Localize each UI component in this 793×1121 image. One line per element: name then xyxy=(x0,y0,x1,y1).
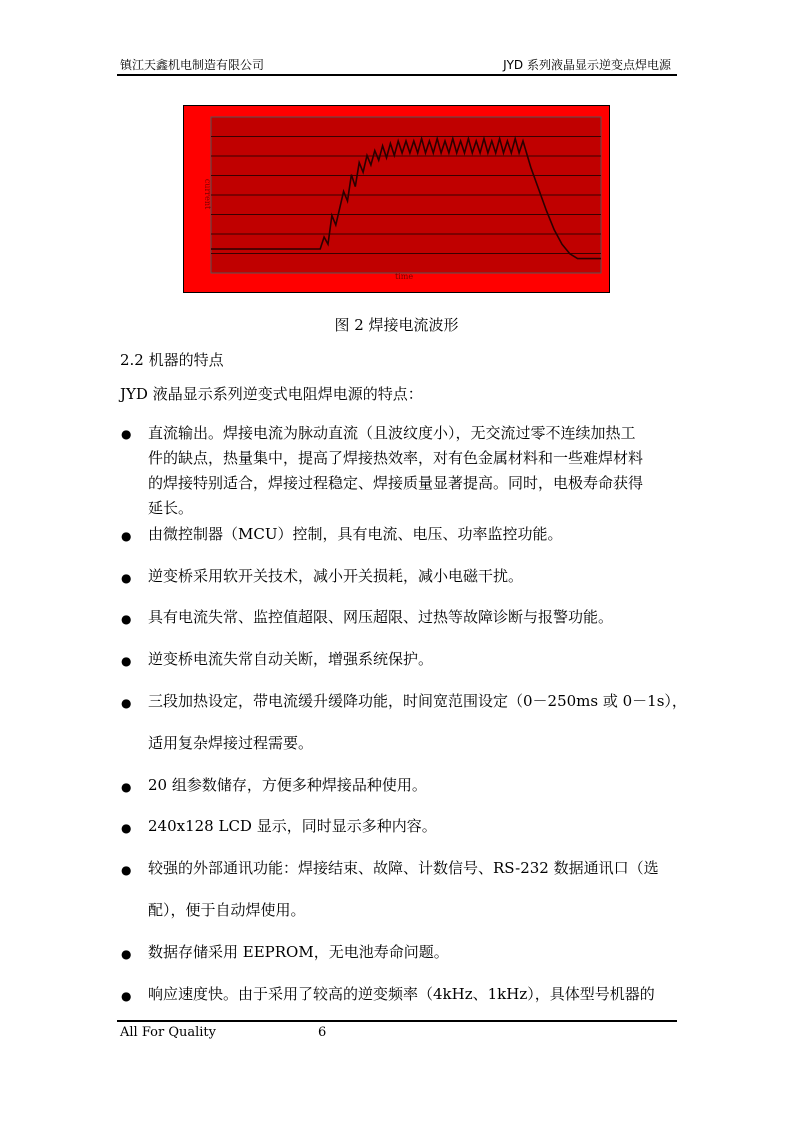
feature-item-7: 20 组参数储存，方便多种焊接品种使用。 xyxy=(148,776,427,794)
bullet-icon: ● xyxy=(121,571,132,585)
x-axis-label: time xyxy=(394,272,414,281)
feature-item-5: 逆变桥电流失常自动关断，增强系统保护。 xyxy=(148,650,434,668)
feature-item-3: 逆变桥采用软开关技术，减小开关损耗，减小电磁干扰。 xyxy=(148,567,524,585)
feature-item-6-continuation: 适用复杂焊接过程需要。 xyxy=(148,734,314,752)
feature-item-1: 直流输出。焊接电流为脉动直流（且波纹度小），无交流过零不连续加热工 件的缺点，热量集中，提高了焊接热效率，对有色金属材料和一些难焊材料 的焊接特别适合，焊接过程稳定、焊接质量显著提高。同时，电极寿命获得 延长。 xyxy=(148,424,644,517)
bullet-icon: ● xyxy=(121,863,132,877)
figure-caption: 图 2 焊接电流波形 xyxy=(334,316,459,334)
section-heading: 2.2 机器的特点 xyxy=(120,351,224,369)
feature-item-4: 具有电流失常、监控值超限、网压超限、过热等故障诊断与报警功能。 xyxy=(148,608,614,626)
feature-item-11: 响应速度快。由于采用了较高的逆变频率（4kHz、1kHz），具体型号机器的 xyxy=(148,985,655,1003)
bullet-icon: ● xyxy=(121,427,132,441)
bullet-icon: ● xyxy=(121,947,132,961)
feature-item-8: 240x128 LCD 显示，同时显示多种内容。 xyxy=(148,817,437,835)
feature-item-2: 由微控制器（MCU）控制，具有电流、电压、功率监控功能。 xyxy=(148,525,563,543)
bullet-icon: ● xyxy=(121,989,132,1003)
page-number: 6 xyxy=(318,1025,327,1040)
section-intro: JYD 液晶显示系列逆变式电阻焊电源的特点： xyxy=(120,385,423,403)
bullet-icon: ● xyxy=(121,821,132,835)
bullet-icon: ● xyxy=(121,612,132,626)
bullet-icon: ● xyxy=(121,529,132,543)
footer-rule xyxy=(117,1020,677,1022)
feature-item-9: 较强的外部通讯功能：焊接结束、故障、计数信号、RS-232 数据通讯口（选 xyxy=(148,859,659,877)
bullet-icon: ● xyxy=(121,654,132,668)
footer-slogan: All For Quality xyxy=(120,1025,216,1040)
header-product: JYD 系列液晶显示逆变点焊电源 xyxy=(503,58,671,72)
header-company: 镇江天鑫机电制造有限公司 xyxy=(120,58,265,72)
y-axis-label: current xyxy=(203,178,212,210)
welding-current-chart xyxy=(183,105,610,293)
bullet-icon: ● xyxy=(121,696,132,710)
chart-svg xyxy=(184,106,611,294)
feature-item-10: 数据存储采用 EEPROM，无电池寿命问题。 xyxy=(148,943,449,961)
feature-item-6: 三段加热设定，带电流缓升缓降功能，时间宽范围设定（0－250ms 或 0－1s）， xyxy=(148,692,687,710)
bullet-icon: ● xyxy=(121,780,132,794)
header-rule xyxy=(117,74,677,76)
feature-item-9-continuation: 配），便于自动焊使用。 xyxy=(148,901,306,919)
